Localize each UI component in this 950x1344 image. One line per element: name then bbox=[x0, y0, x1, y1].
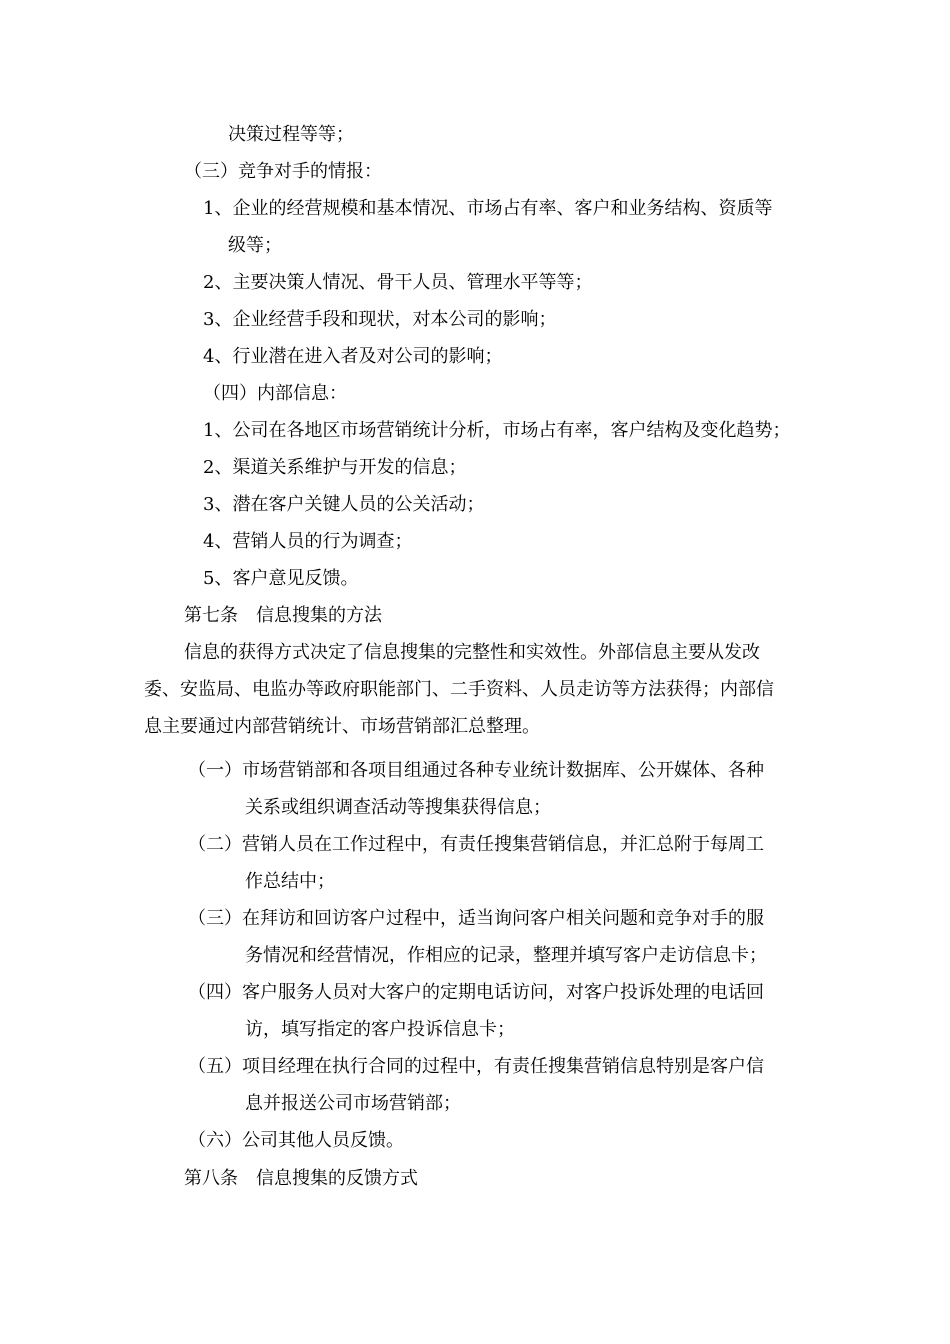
paragraph-line: 息主要通过内部营销统计、市场营销部汇总整理。 bbox=[144, 716, 540, 737]
list-item: （三）在拜访和回访客户过程中，适当询问客户相关问题和竞争对手的服 bbox=[188, 908, 764, 929]
list-item: （六）公司其他人员反馈。 bbox=[188, 1130, 404, 1151]
section-heading: （四）内部信息： bbox=[203, 383, 347, 404]
article-heading: 第八条 信息搜集的反馈方式 bbox=[184, 1168, 418, 1189]
list-item: （五）项目经理在执行合同的过程中，有责任搜集营销信息特别是客户信 bbox=[188, 1056, 764, 1077]
list-item: 5、客户意见反馈。 bbox=[203, 568, 359, 589]
list-item: 4、行业潜在进入者及对公司的影响； bbox=[203, 346, 503, 367]
section-heading: （三）竞争对手的情报： bbox=[184, 161, 382, 182]
list-item: （一）市场营销部和各项目组通过各种专业统计数据库、公开媒体、各种 bbox=[188, 760, 764, 781]
text-line: 级等； bbox=[228, 235, 282, 256]
list-item: 4、营销人员的行为调查； bbox=[203, 531, 413, 552]
text-line: 息并报送公司市场营销部； bbox=[245, 1093, 461, 1114]
text-line: 作总结中； bbox=[245, 871, 335, 892]
list-item: 3、潜在客户关键人员的公关活动； bbox=[203, 494, 485, 515]
text-line: 关系或组织调查活动等搜集获得信息； bbox=[245, 797, 551, 818]
text-line: 务情况和经营情况，作相应的记录，整理并填写客户走访信息卡； bbox=[245, 945, 767, 966]
list-item: （四）客户服务人员对大客户的定期电话访问，对客户投诉处理的电话回 bbox=[188, 982, 764, 1003]
paragraph-line: 委、安监局、电监办等政府职能部门、二手资料、人员走访等方法获得；内部信 bbox=[144, 679, 774, 700]
list-item: （二）营销人员在工作过程中，有责任搜集营销信息，并汇总附于每周工 bbox=[188, 834, 764, 855]
list-item: 1、企业的经营规模和基本情况、市场占有率、客户和业务结构、资质等 bbox=[203, 198, 773, 219]
text-line: 决策过程等等； bbox=[228, 124, 354, 145]
list-item: 3、企业经营手段和现状，对本公司的影响； bbox=[203, 309, 557, 330]
list-item: 2、渠道关系维护与开发的信息； bbox=[203, 457, 467, 478]
paragraph-line: 信息的获得方式决定了信息搜集的完整性和实效性。外部信息主要从发改 bbox=[184, 642, 760, 663]
article-heading: 第七条 信息搜集的方法 bbox=[184, 605, 382, 626]
text-line: 访，填写指定的客户投诉信息卡； bbox=[245, 1019, 515, 1040]
list-item: 1、公司在各地区市场营销统计分析，市场占有率，客户结构及变化趋势； bbox=[203, 420, 791, 441]
list-item: 2、主要决策人情况、骨干人员、管理水平等等； bbox=[203, 272, 593, 293]
